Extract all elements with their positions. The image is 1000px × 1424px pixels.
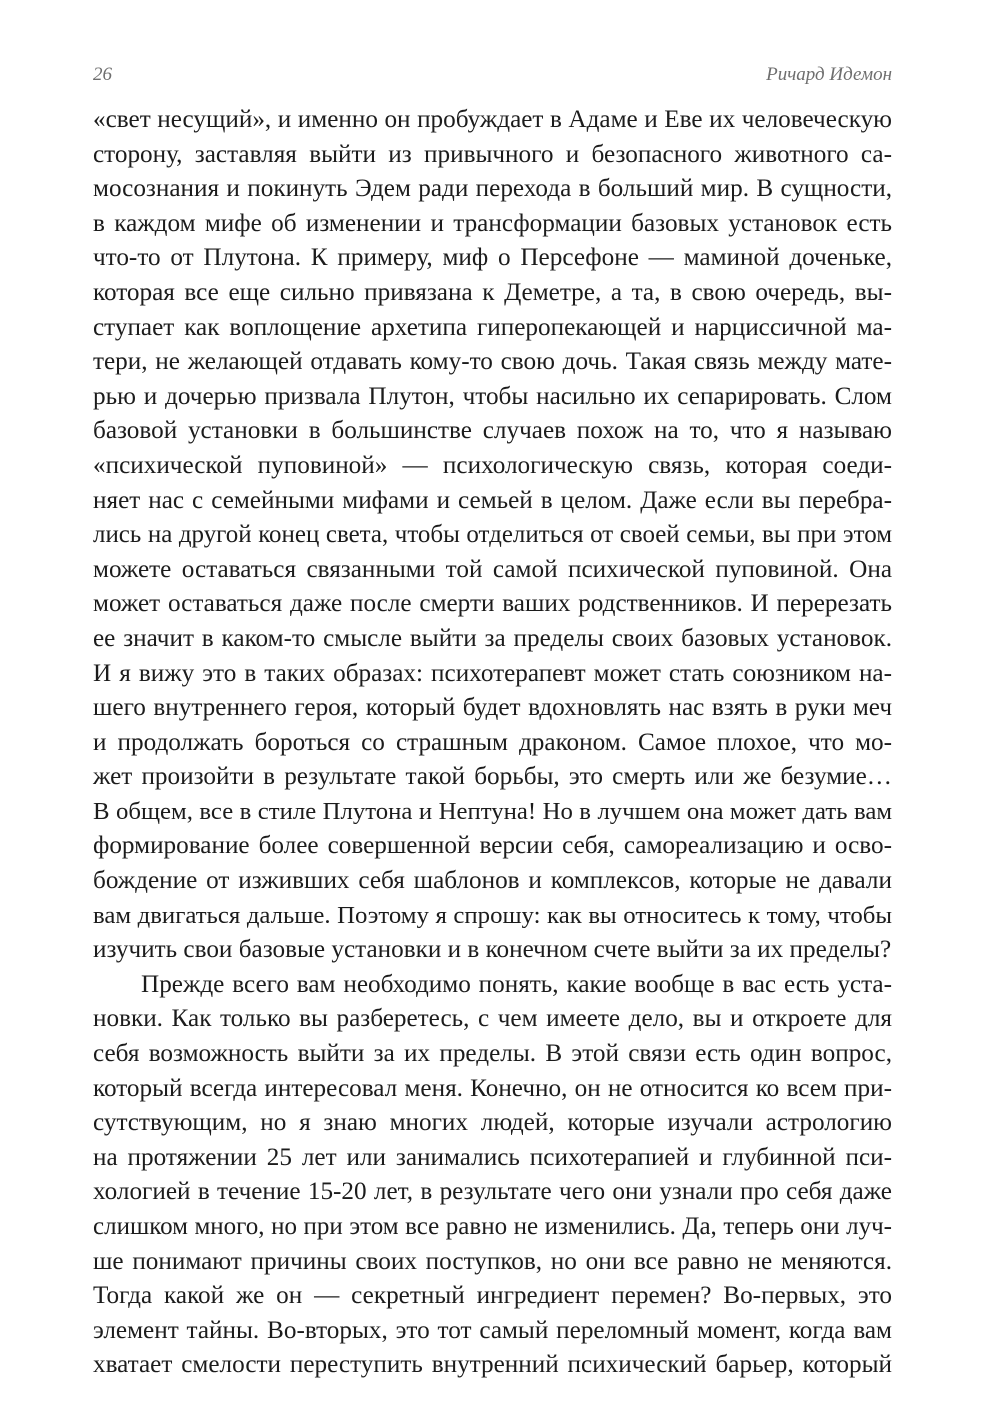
- text-line: В общем, все в стиле Плутона и Нептуна! Но в лучшем она может дать вам: [93, 797, 892, 825]
- page-number: 26: [93, 64, 112, 85]
- text-line: сторону, заставляя выйти из привычного и безопасного животного са-: [93, 140, 892, 168]
- text-line: рью и дочерью призвала Плутон, чтобы насильно их сепарировать. Слом: [93, 382, 892, 410]
- text-line: формирование более совершенной версии себя, самореализацию и осво-: [93, 832, 892, 860]
- text-line: базовой установки в большинстве случаев похож на то, что я называю: [93, 417, 892, 445]
- text-line: «психической пуповиной» — психологическую связь, которая соеди-: [93, 451, 892, 479]
- text-line: что-то от Плутона. К примеру, миф о Персефоне — маминой доченьке,: [93, 244, 892, 272]
- body-text: [93, 103, 892, 1383]
- text-line: может оставаться даже после смерти ваших родственников. И перерезать: [93, 590, 892, 618]
- text-line: няет нас с семейными мифами и семьей в целом. Даже если вы перебра-: [93, 486, 892, 514]
- running-head: [93, 64, 892, 92]
- text-line: Прежде всего вам необходимо понять, какие вообще в вас есть уста-: [141, 970, 892, 998]
- text-line: «свет несущий», и именно он пробуждает в Адаме и Еве их человеческую: [93, 106, 892, 133]
- text-line: себя возможность выйти за их пределы. В этой связи есть один вопрос,: [93, 1040, 892, 1068]
- text-line: бождение от изживших себя шаблонов и комплексов, которые не давали: [93, 867, 892, 895]
- text-line: и продолжать бороться со страшным драконом. Самое плохое, что мо-: [93, 728, 892, 756]
- text-line: слишком много, но при этом все равно не изменились. Да, теперь они луч-: [93, 1213, 892, 1240]
- text-line: жет произойти в результате такой борьбы, это смерть или же безумие…: [93, 763, 892, 791]
- paragraph: [93, 103, 892, 968]
- running-title-author: Ричард Идемон: [766, 64, 892, 85]
- text-line: элемент тайны. Во-вторых, это тот самый переломный момент, когда вам: [93, 1316, 892, 1344]
- paragraph: [93, 968, 892, 1383]
- text-line: новки. Как только вы разберетесь, с чем имеете дело, вы и откроете для: [93, 1005, 892, 1033]
- text-line: хватает смелости переступить внутренний психический барьер, который: [93, 1351, 892, 1379]
- text-line: тери, не желающей отдавать кому-то свою дочь. Такая связь между мате-: [93, 348, 892, 376]
- text-line: хологией в течение 15-20 лет, в результате чего они узнали про себя даже: [93, 1178, 892, 1206]
- text-line: ее значит в каком-то смысле выйти за пределы своих базовых установок.: [93, 624, 892, 652]
- text-line: на протяжении 25 лет или занимались психотерапией и глубинной пси-: [93, 1143, 892, 1171]
- text-line: ступает как воплощение архетипа гиперопекающей и нарциссичной ма-: [93, 313, 892, 341]
- text-line: можете оставаться связанными той самой психической пуповиной. Она: [93, 555, 892, 583]
- text-line: который всегда интересовал меня. Конечно, он не относится ко всем при-: [93, 1074, 892, 1102]
- text-line: шего внутреннего героя, который будет вдохновлять нас взять в руки меч: [93, 694, 892, 722]
- text-line: вам двигаться дальше. Поэтому я спрошу: как вы относитесь к тому, чтобы: [93, 901, 892, 929]
- text-line: изучить свои базовые установки и в конечном счете выйти за их пределы?: [93, 936, 892, 964]
- text-line: Тогда какой же он — секретный ингредиент перемен? Во-первых, это: [93, 1282, 892, 1310]
- text-line: И я вижу это в таких образах: психотерапевт может стать союзником на-: [93, 659, 892, 687]
- text-line: сутствующим, но я знаю многих людей, которые изучали астрологию: [93, 1109, 892, 1137]
- text-line: лись на другой конец света, чтобы отделиться от своей семьи, вы при этом: [93, 521, 892, 549]
- text-line: мосознания и покинуть Эдем ради перехода в больший мир. В сущности,: [93, 175, 892, 203]
- text-line: ше понимают причины своих поступков, но они все равно не меняются.: [93, 1247, 892, 1275]
- text-line: в каждом мифе об изменении и трансформации базовых установок есть: [93, 209, 892, 237]
- text-line: которая все еще сильно привязана к Деметре, а та, в свою очередь, вы-: [93, 278, 892, 306]
